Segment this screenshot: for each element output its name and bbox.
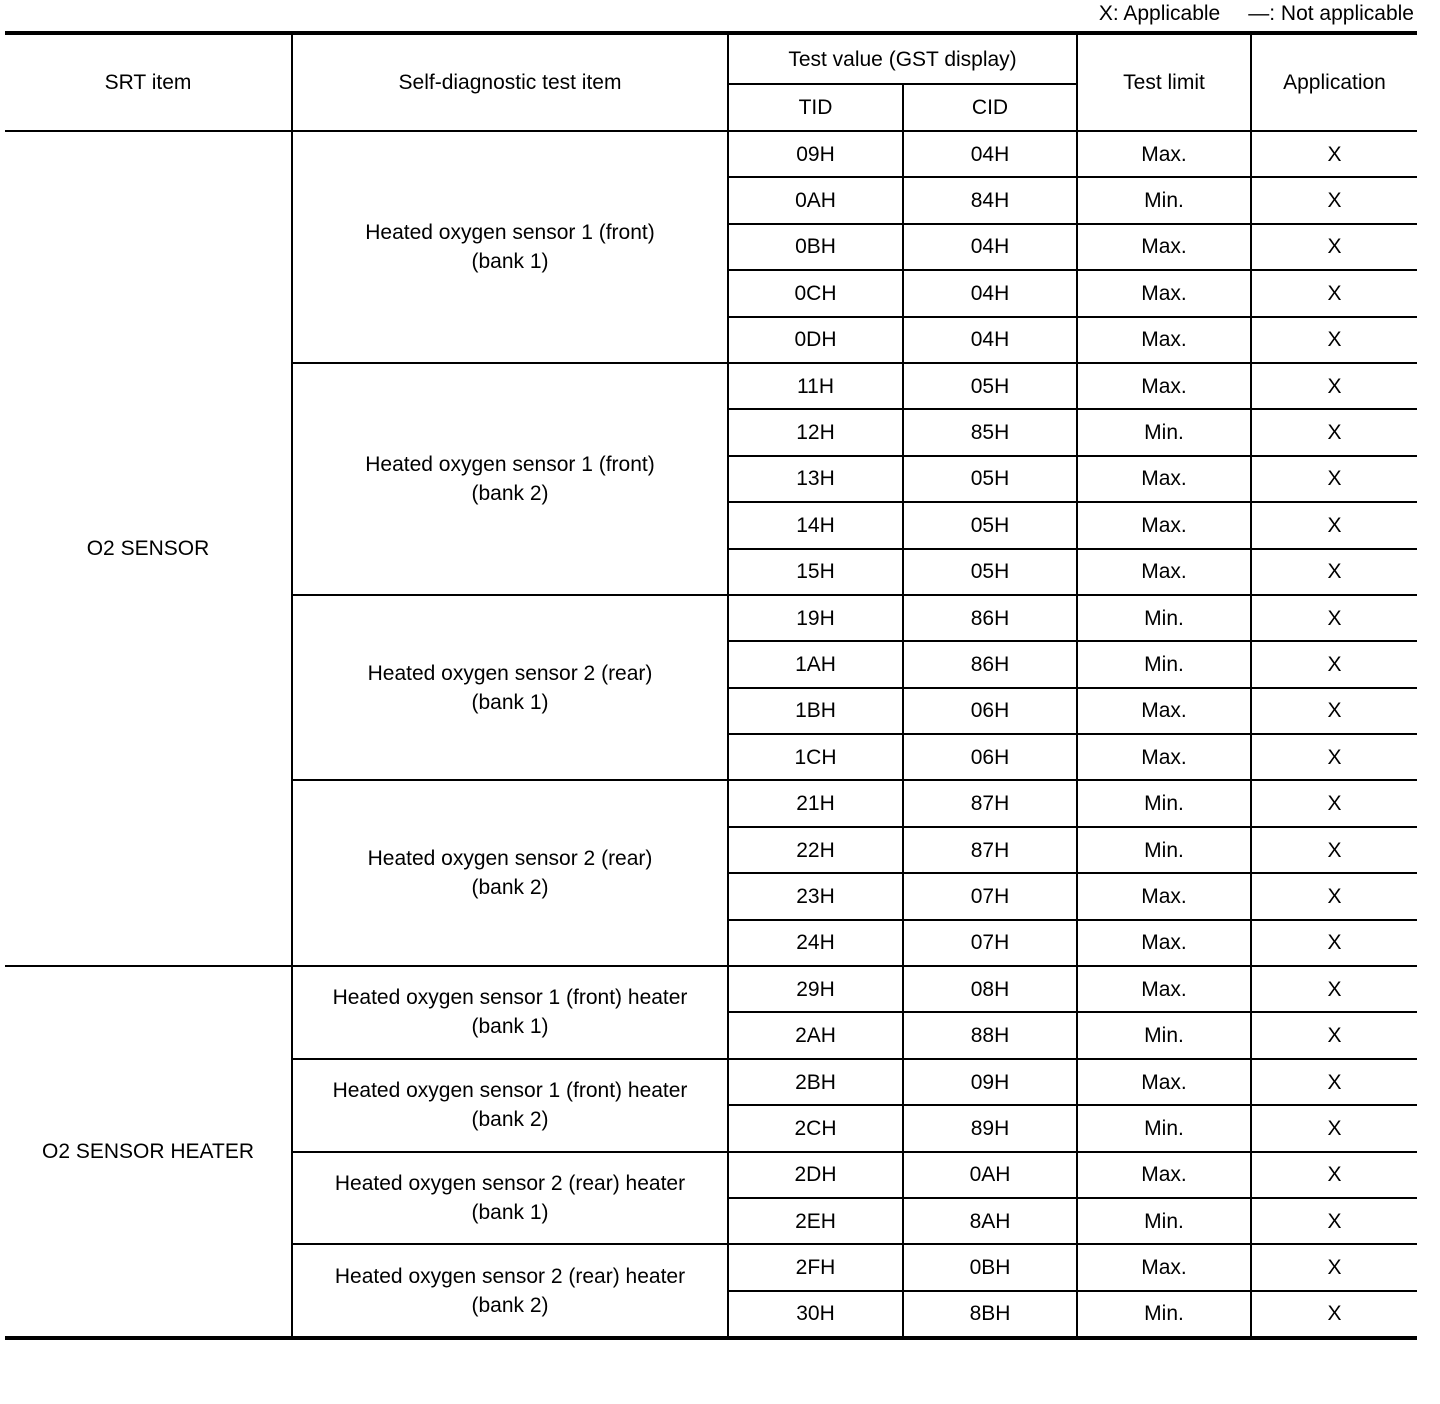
legend [1099, 2, 1414, 26]
test-limit-cell: Min. [1077, 595, 1251, 641]
test-item-name: Heated oxygen sensor 2 (rear) [367, 847, 653, 871]
application-cell: X [1251, 595, 1417, 641]
table-body [5, 131, 1417, 1338]
header-application: Application [1251, 33, 1417, 131]
cid-cell: 86H [903, 641, 1077, 687]
cid-cell: 0BH [903, 1244, 1077, 1290]
cid-cell: 06H [903, 688, 1077, 734]
cid-cell: 06H [903, 734, 1077, 780]
tid-cell: 21H [728, 780, 903, 826]
application-cell: X [1251, 780, 1417, 826]
cid-cell: 86H [903, 595, 1077, 641]
tid-cell: 30H [728, 1291, 903, 1338]
test-limit-cell: Max. [1077, 966, 1251, 1012]
tid-cell: 15H [728, 549, 903, 595]
tid-cell: 23H [728, 873, 903, 919]
test-item-cell [292, 1152, 728, 1245]
legend-not-applicable: —: Not applicable [1248, 2, 1414, 25]
test-item-name: Heated oxygen sensor 1 (front) heater [332, 986, 688, 1010]
test-item-name: Heated oxygen sensor 2 (rear) heater [334, 1171, 686, 1195]
application-cell: X [1251, 270, 1417, 316]
header-tid: TID [728, 84, 903, 131]
srt-table [5, 31, 1417, 1340]
test-limit-cell: Max. [1077, 363, 1251, 409]
test-limit-cell: Max. [1077, 224, 1251, 270]
application-cell: X [1251, 549, 1417, 595]
test-item-name: Heated oxygen sensor 1 (front) heater [332, 1079, 688, 1103]
tid-cell: 09H [728, 131, 903, 177]
tid-cell: 1AH [728, 641, 903, 687]
tid-cell: 2BH [728, 1059, 903, 1105]
application-cell: X [1251, 363, 1417, 409]
test-limit-cell: Max. [1077, 1059, 1251, 1105]
test-item-name: Heated oxygen sensor 1 (front) [365, 452, 655, 476]
test-item-cell [292, 1244, 728, 1338]
test-limit-cell: Max. [1077, 456, 1251, 502]
tid-cell: 2CH [728, 1105, 903, 1151]
application-cell: X [1251, 1105, 1417, 1151]
cid-cell: 8AH [903, 1198, 1077, 1244]
test-limit-cell: Max. [1077, 873, 1251, 919]
cid-cell: 04H [903, 131, 1077, 177]
test-item-bank: (bank 2) [471, 481, 549, 505]
tid-cell: 11H [728, 363, 903, 409]
test-item-bank: (bank 1) [471, 690, 549, 714]
application-cell: X [1251, 317, 1417, 363]
test-item-cell [292, 363, 728, 595]
test-item-cell [292, 595, 728, 781]
srt-item-cell: O2 SENSOR HEATER [5, 966, 292, 1338]
tid-cell: 2DH [728, 1152, 903, 1198]
test-limit-cell: Min. [1077, 177, 1251, 223]
application-cell: X [1251, 641, 1417, 687]
test-limit-cell: Min. [1077, 1291, 1251, 1338]
test-limit-cell: Min. [1077, 409, 1251, 455]
test-item-name: Heated oxygen sensor 2 (rear) [367, 661, 653, 685]
test-limit-cell: Min. [1077, 1198, 1251, 1244]
application-cell: X [1251, 409, 1417, 455]
test-limit-cell: Min. [1077, 780, 1251, 826]
application-cell: X [1251, 920, 1417, 966]
test-item-bank: (bank 2) [471, 1108, 549, 1132]
header-test-limit: Test limit [1077, 33, 1251, 131]
tid-cell: 2FH [728, 1244, 903, 1290]
cid-cell: 09H [903, 1059, 1077, 1105]
cid-cell: 05H [903, 502, 1077, 548]
tid-cell: 1BH [728, 688, 903, 734]
test-limit-cell: Max. [1077, 734, 1251, 780]
test-limit-cell: Max. [1077, 549, 1251, 595]
test-item-cell [292, 131, 728, 363]
cid-cell: 05H [903, 456, 1077, 502]
application-cell: X [1251, 734, 1417, 780]
header-test-value: Test value (GST display) [728, 33, 1077, 84]
application-cell: X [1251, 131, 1417, 177]
application-cell: X [1251, 688, 1417, 734]
cid-cell: 04H [903, 317, 1077, 363]
cid-cell: 05H [903, 363, 1077, 409]
test-limit-cell: Max. [1077, 270, 1251, 316]
application-cell: X [1251, 1198, 1417, 1244]
cid-cell: 87H [903, 780, 1077, 826]
application-cell: X [1251, 1152, 1417, 1198]
application-cell: X [1251, 827, 1417, 873]
test-item-bank: (bank 1) [471, 249, 549, 273]
test-item-cell [292, 966, 728, 1059]
test-limit-cell: Min. [1077, 1012, 1251, 1058]
application-cell: X [1251, 177, 1417, 223]
application-cell: X [1251, 502, 1417, 548]
cid-cell: 84H [903, 177, 1077, 223]
tid-cell: 0AH [728, 177, 903, 223]
application-cell: X [1251, 966, 1417, 1012]
test-item-name: Heated oxygen sensor 2 (rear) heater [334, 1264, 686, 1288]
application-cell: X [1251, 456, 1417, 502]
test-item-bank: (bank 1) [471, 1015, 549, 1039]
header-test-item: Self-diagnostic test item [292, 33, 728, 131]
cid-cell: 04H [903, 224, 1077, 270]
cid-cell: 8BH [903, 1291, 1077, 1338]
srt-item-cell: O2 SENSOR [5, 131, 292, 966]
tid-cell: 0BH [728, 224, 903, 270]
cid-cell: 87H [903, 827, 1077, 873]
cid-cell: 85H [903, 409, 1077, 455]
tid-cell: 0DH [728, 317, 903, 363]
test-limit-cell: Min. [1077, 827, 1251, 873]
tid-cell: 24H [728, 920, 903, 966]
tid-cell: 2AH [728, 1012, 903, 1058]
legend-applicable: X: Applicable [1098, 2, 1221, 25]
cid-cell: 88H [903, 1012, 1077, 1058]
test-item-name: Heated oxygen sensor 1 (front) [365, 220, 655, 244]
test-limit-cell: Max. [1077, 688, 1251, 734]
table-row [5, 131, 1417, 177]
application-cell: X [1251, 1012, 1417, 1058]
tid-cell: 0CH [728, 270, 903, 316]
cid-cell: 07H [903, 873, 1077, 919]
tid-cell: 22H [728, 827, 903, 873]
table-row [5, 966, 1417, 1012]
application-cell: X [1251, 1244, 1417, 1290]
tid-cell: 12H [728, 409, 903, 455]
test-item-cell [292, 1059, 728, 1152]
test-limit-cell: Max. [1077, 317, 1251, 363]
test-limit-cell: Min. [1077, 641, 1251, 687]
cid-cell: 07H [903, 920, 1077, 966]
header-srt-item: SRT item [5, 33, 292, 131]
tid-cell: 14H [728, 502, 903, 548]
application-cell: X [1251, 224, 1417, 270]
test-limit-cell: Max. [1077, 1152, 1251, 1198]
cid-cell: 05H [903, 549, 1077, 595]
test-item-cell [292, 780, 728, 966]
cid-cell: 0AH [903, 1152, 1077, 1198]
test-item-bank: (bank 1) [471, 1200, 549, 1224]
test-item-bank: (bank 2) [471, 1293, 549, 1317]
test-limit-cell: Max. [1077, 502, 1251, 548]
test-limit-cell: Max. [1077, 131, 1251, 177]
tid-cell: 19H [728, 595, 903, 641]
test-item-bank: (bank 2) [471, 876, 549, 900]
tid-cell: 13H [728, 456, 903, 502]
cid-cell: 89H [903, 1105, 1077, 1151]
test-limit-cell: Min. [1077, 1105, 1251, 1151]
application-cell: X [1251, 1291, 1417, 1338]
cid-cell: 08H [903, 966, 1077, 1012]
tid-cell: 29H [728, 966, 903, 1012]
header-cid: CID [903, 84, 1077, 131]
application-cell: X [1251, 1059, 1417, 1105]
tid-cell: 2EH [728, 1198, 903, 1244]
test-limit-cell: Max. [1077, 920, 1251, 966]
tid-cell: 1CH [728, 734, 903, 780]
application-cell: X [1251, 873, 1417, 919]
test-limit-cell: Max. [1077, 1244, 1251, 1290]
cid-cell: 04H [903, 270, 1077, 316]
